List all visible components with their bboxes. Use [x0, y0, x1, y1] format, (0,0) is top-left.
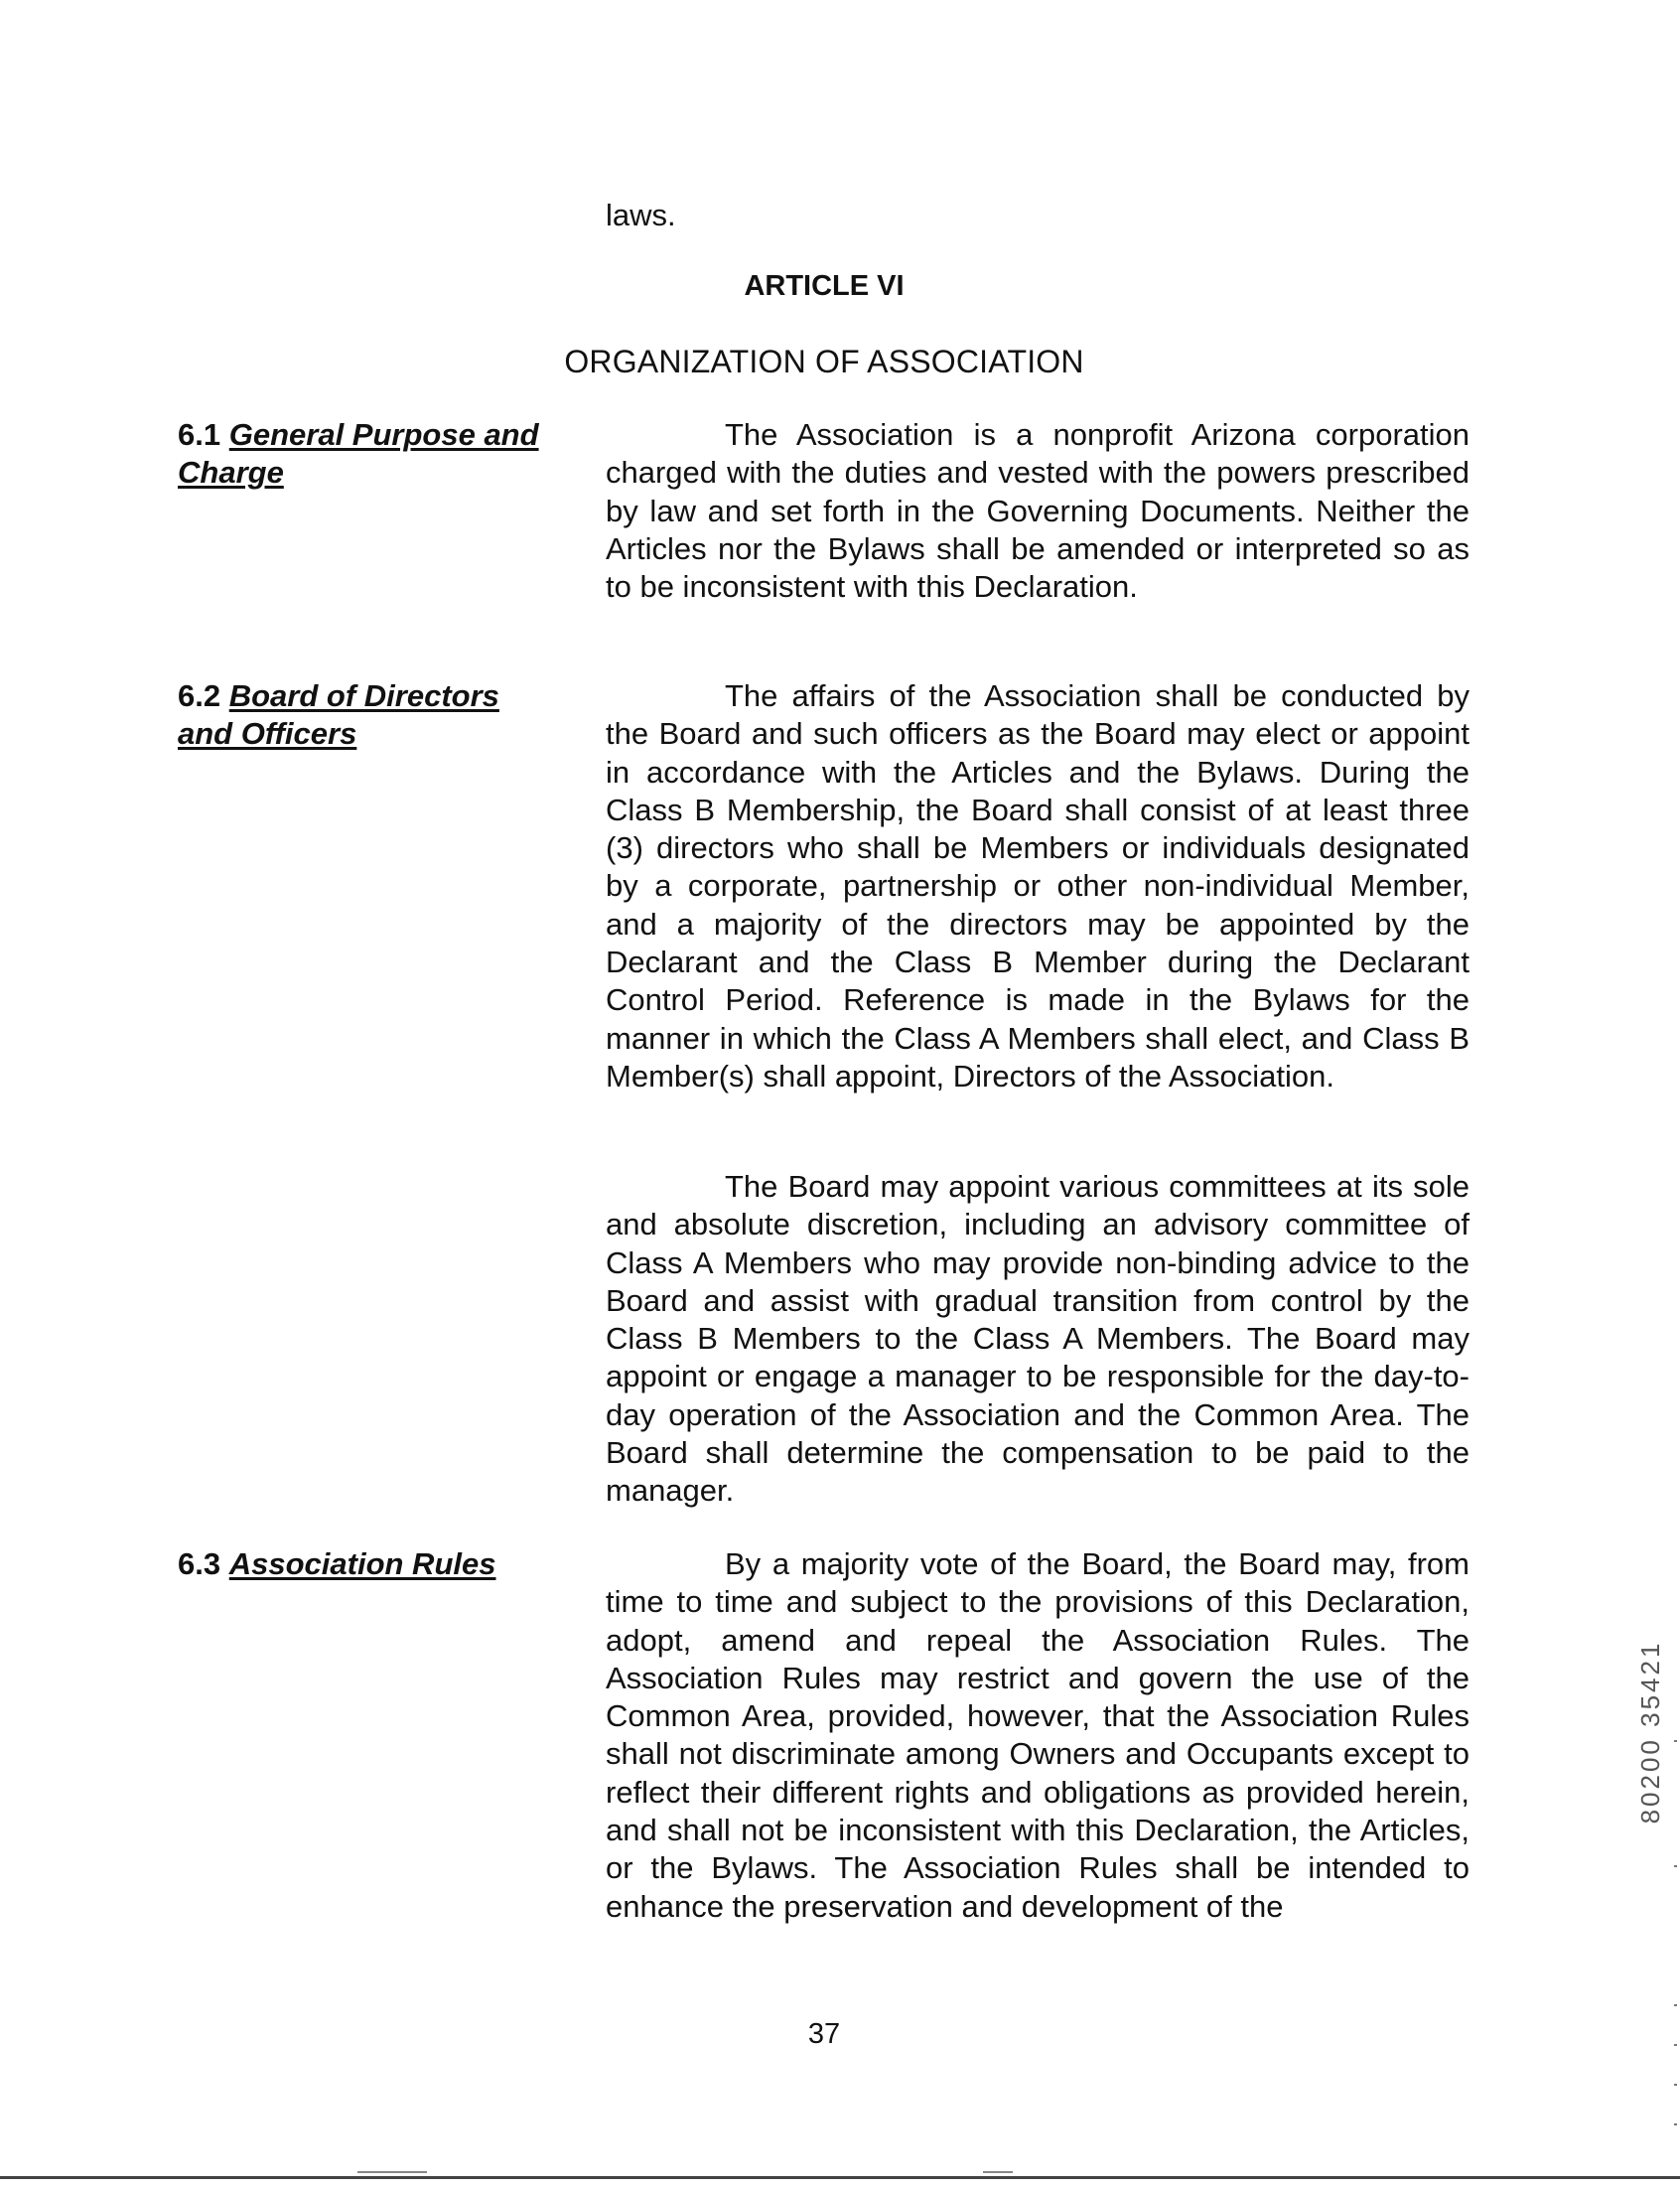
section-title: Board of Directors	[228, 678, 499, 713]
section-title-line2: Charge	[178, 455, 284, 490]
margin-tick	[1674, 1740, 1677, 1742]
section-title-line2: and Officers	[178, 716, 357, 751]
section-6-2-paragraph-2: The Board may appoint various committees at its sole and absolute discretion, including an advisory committee of Class A Members who may provide non-binding advice to the Board and assist with gradual transition from control by the Class B Members to the Class A Members. The Board may appoint or engage a manager to be responsible for the day-to-day operation of the Association and the Common Area. The Board shall determine the compensation to be paid to the manager.	[606, 1169, 1470, 1509]
continuation-text: laws.	[606, 198, 676, 232]
margin-tick	[1674, 2084, 1677, 2086]
page-number: 37	[807, 2018, 841, 2050]
section-heading-6-2	[178, 677, 575, 753]
recording-stamp-text: 80200 35421	[1635, 1640, 1665, 1824]
section-6-3-paragraph: By a majority vote of the Board, the Board may, from time to time and subject to the provisions of this Declaration, adopt, amend and repeal the Association Rules. The Association Rules may restrict and govern the use of the Common Area, provided, however, that the Association Rules shall not discriminate among Owners and Occupants except to reflect their different rights and obligations as provided herein, and shall not be inconsistent with this Declaration, the Articles, or the Bylaws. The Association Rules shall be intended to enhance the preservation and development of the	[606, 1546, 1470, 1924]
margin-tick	[1674, 2123, 1677, 2125]
scan-artifact	[983, 2171, 1013, 2173]
section-number: 6.2	[178, 678, 221, 713]
margin-tick	[1674, 1865, 1677, 1867]
section-heading-6-1	[178, 416, 575, 492]
section-6-1-paragraph: The Association is a nonprofit Arizona corporation charged with the duties and vested with the powers prescribed by law and set forth in the Governing Documents. Neither the Articles nor the Bylaws shall be amended or interpreted so as to be inconsistent with this Declaration.	[606, 417, 1470, 605]
section-title: Association Rules	[228, 1546, 496, 1581]
section-title: General Purpose and	[228, 417, 539, 452]
section-heading-6-3	[178, 1545, 575, 1583]
recording-stamp	[1630, 1597, 1670, 1867]
article-number: ARTICLE VI	[744, 270, 905, 302]
section-number: 6.3	[178, 1546, 221, 1581]
section-number: 6.1	[178, 417, 221, 452]
margin-tick	[1674, 2044, 1677, 2046]
scan-artifact	[357, 2171, 427, 2173]
page-bottom-rule	[0, 2176, 1680, 2179]
section-6-2-paragraph-1: The affairs of the Association shall be conducted by the Board and such officers as the Board may elect or appoint in accordance with the Articles and the Bylaws. During the Class B Membership, the Board shall consist of at least three (3) directors who shall be Members or individuals designated by a corporate, partnership or other non-individual Member, and a majority of the directors may be appointed by the Declarant and the Class B Member during the Declarant Control Period. Reference is made in the Bylaws for the manner in which the Class A Members shall elect, and Class B Member(s) shall appoint, Directors of the Association.	[606, 678, 1470, 1094]
article-title: ORGANIZATION OF ASSOCIATION	[564, 344, 1084, 379]
margin-tick	[1674, 2004, 1677, 2006]
